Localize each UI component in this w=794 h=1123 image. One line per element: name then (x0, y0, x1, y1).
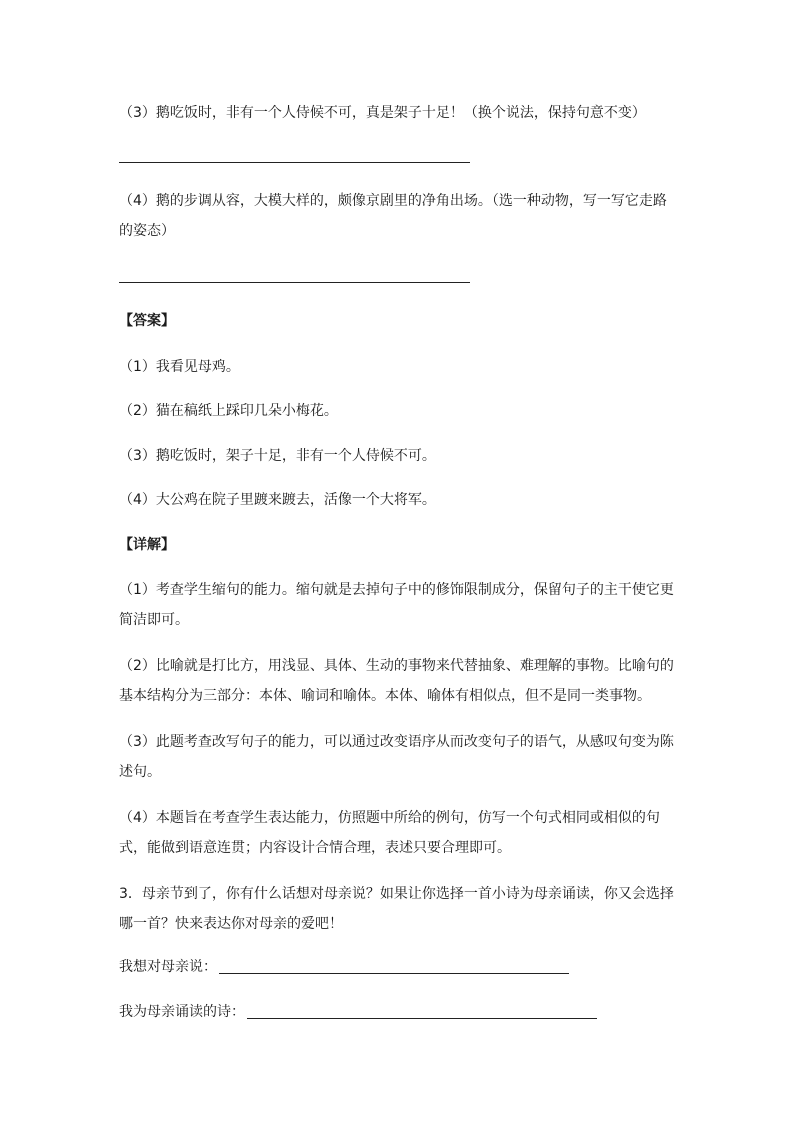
answer-item: （1）我看见母鸡。 (119, 359, 240, 375)
answer-blank-line[interactable] (119, 162, 470, 163)
question-4-prompt: （4）鹅的步调从容，大模大样的，颇像京剧里的净角出场。（选一种动物，写一写它走路的姿态） (119, 193, 667, 239)
answer-blank-line[interactable] (119, 282, 470, 283)
explanation-item: （1）考查学生缩句的能力。缩句就是去掉句子中的修饰限制成分，保留句子的主干使它更简洁即可。 (119, 582, 674, 628)
explanation-item: （4）本题旨在考查学生表达能力，仿照题中所给的例句，仿写一个句式相同或相似的句式，能做到语意连贯；内容设计合情合理，表述只要合理即可。 (119, 810, 660, 856)
question-3-prompt: （3）鹅吃饭时，非有一个人侍候不可，真是架子十足！（换个说法，保持句意不变） (119, 105, 646, 121)
fill-in-blank[interactable] (219, 973, 569, 974)
answer-heading: 【答案】 (119, 313, 175, 329)
explanation-heading: 【详解】 (119, 537, 175, 553)
fill-in-label: 我想对母亲说： (119, 959, 217, 975)
fill-in-label: 我为母亲诵读的诗： (119, 1004, 245, 1020)
answer-item: （3）鹅吃饭时，架子十足，非有一个人侍候不可。 (119, 448, 436, 464)
fill-in-row-poem (119, 1002, 597, 1022)
question-3-mothers-day-prompt: 3．母亲节到了，你有什么话想对母亲说？如果让你选择一首小诗为母亲诵读，你又会选择哪一首？快来表达你对母亲的爱吧！ (119, 886, 674, 932)
fill-in-row-say-to-mother (119, 957, 569, 977)
answer-item: （2）猫在稿纸上踩印几朵小梅花。 (119, 403, 338, 419)
fill-in-blank[interactable] (247, 1018, 597, 1019)
answer-item: （4）大公鸡在院子里踱来踱去，活像一个大将军。 (119, 492, 436, 508)
explanation-item: （3）此题考查改写句子的能力，可以通过改变语序从而改变句子的语气，从感叹句变为陈述句。 (119, 734, 674, 780)
explanation-item: （2）比喻就是打比方，用浅显、具体、生动的事物来代替抽象、难理解的事物。比喻句的基本结构分为三部分：本体、喻词和喻体。本体、喻体有相似点，但不是同一类事物。 (119, 658, 674, 704)
